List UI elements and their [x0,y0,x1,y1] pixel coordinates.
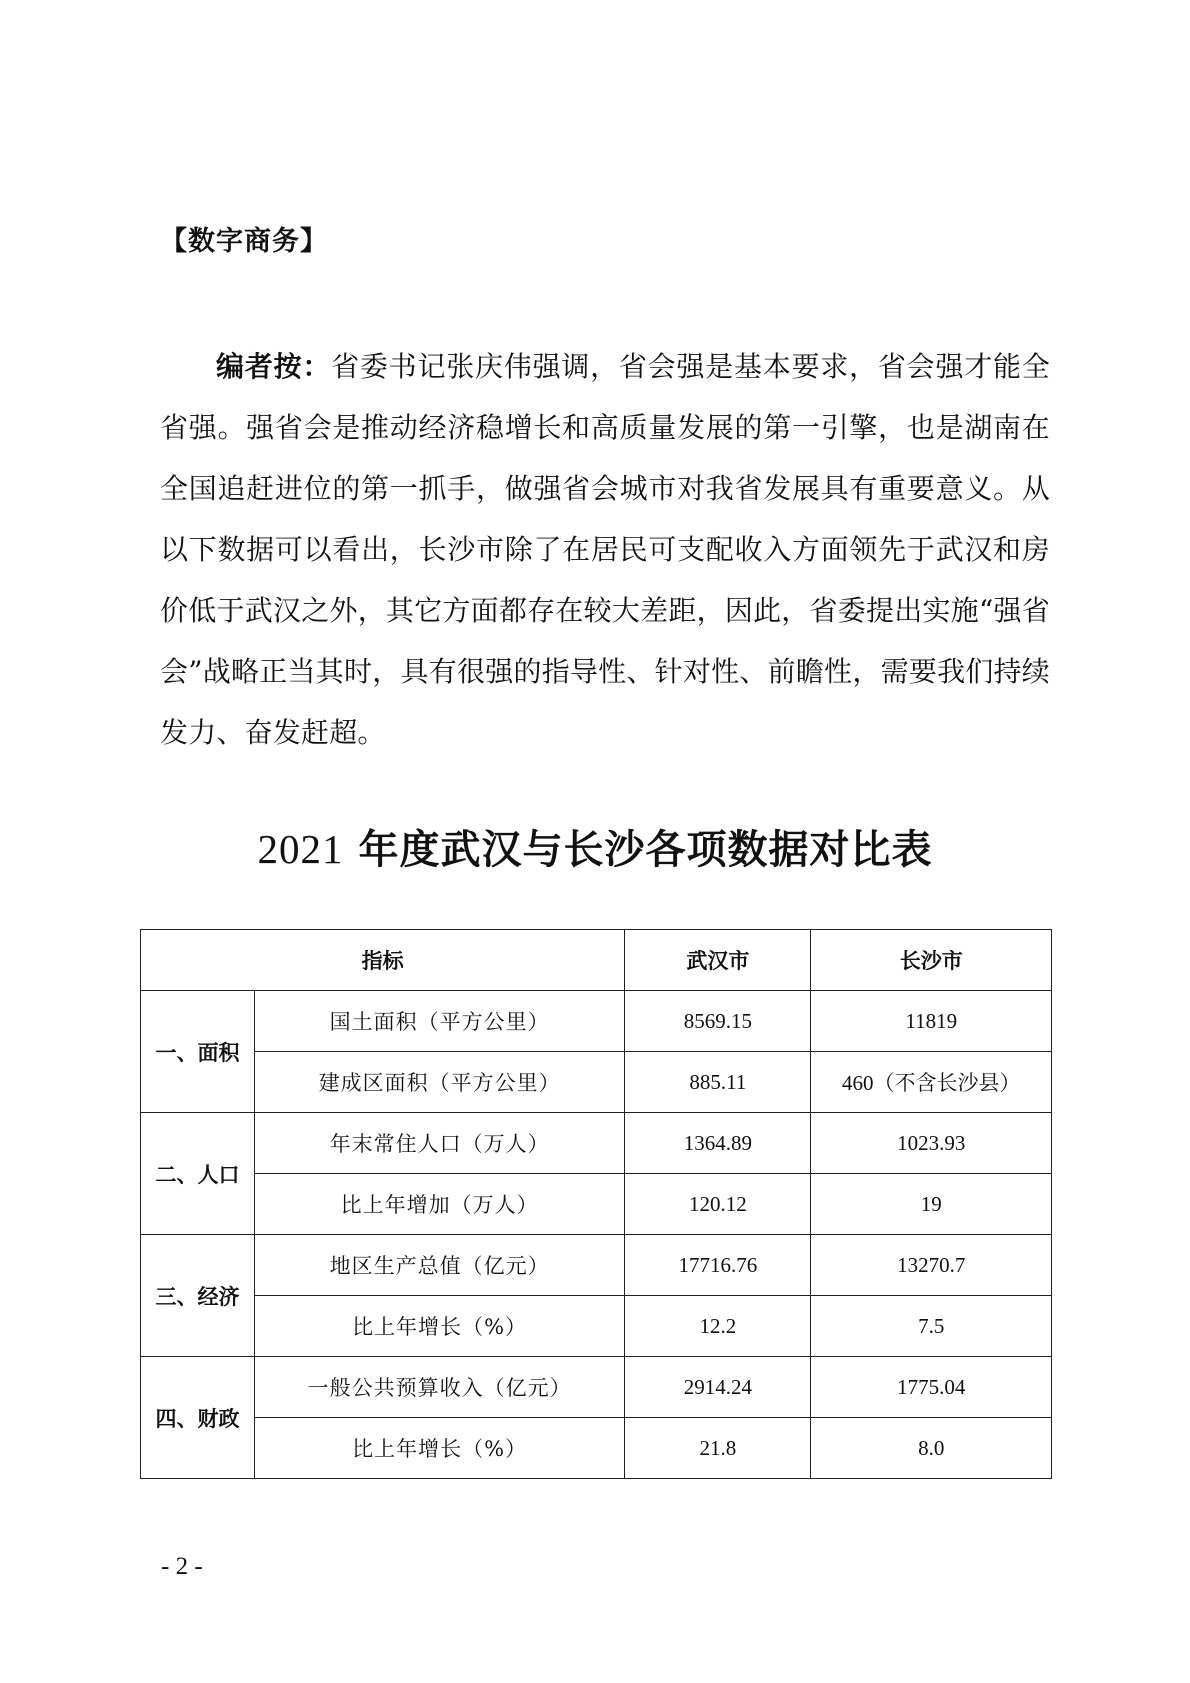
table-header-row [141,930,1052,991]
changsha-value: 8.0 [811,1418,1052,1479]
category-finance: 四、财政 [141,1357,255,1479]
table-row [141,1113,1052,1174]
table-row [141,1174,1052,1235]
header-indicator: 指标 [141,930,625,991]
table-title [0,818,1190,875]
indicator-cell: 一般公共预算收入（亿元） [255,1357,625,1418]
wuhan-value: 12.2 [625,1296,811,1357]
indicator-cell: 国土面积（平方公里） [255,991,625,1052]
table-title-text: 年度武汉与长沙各项数据对比表 [358,826,933,873]
indicator-cell: 建成区面积（平方公里） [255,1052,625,1113]
indicator-cell: 比上年增加（万人） [255,1174,625,1235]
indicator-cell: 比上年增长（%） [255,1296,625,1357]
header-wuhan: 武汉市 [625,930,811,991]
wuhan-value: 885.11 [625,1052,811,1113]
indicator-cell: 地区生产总值（亿元） [255,1235,625,1296]
changsha-value: 7.5 [811,1296,1052,1357]
editor-note-label: 编者按： [216,350,332,383]
table-row [141,1418,1052,1479]
category-area: 一、面积 [141,991,255,1113]
editor-note [160,336,1050,763]
changsha-value: 1023.93 [811,1113,1052,1174]
category-economy: 三、经济 [141,1235,255,1357]
table-row [141,1296,1052,1357]
table-row [141,1235,1052,1296]
table-title-year: 2021 [257,826,344,872]
comparison-table [140,929,1052,1479]
header-changsha: 长沙市 [811,930,1052,991]
page-number: - 2 - [161,1553,203,1580]
table-row [141,1357,1052,1418]
wuhan-value: 17716.76 [625,1235,811,1296]
wuhan-value: 2914.24 [625,1357,811,1418]
table-row [141,991,1052,1052]
wuhan-value: 8569.15 [625,991,811,1052]
section-tag: 【数字商务】 [160,226,328,257]
table-row [141,1052,1052,1113]
changsha-value: 1775.04 [811,1357,1052,1418]
wuhan-value: 120.12 [625,1174,811,1235]
category-population: 二、人口 [141,1113,255,1235]
editor-note-text: 省委书记张庆伟强调，省会强是基本要求，省会强才能全省强。强省会是推动经济稳增长和高质量发展的第一引擎，也是湖南在全国追赶进位的第一抓手，做强省会城市对我省发展具有重要意义。从以下数据可以看出，长沙市除了在居民可支配收入方面领先于武汉和房价低于武汉之外，其它方面都存在较大差距，因此，省委提出实施“强省会”战略正当其时，具有很强的指导性、针对性、前瞻性，需要我们持续发力、奋发赶超。 [160,350,1050,749]
changsha-value: 460（不含长沙县） [811,1052,1052,1113]
indicator-cell: 年末常住人口（万人） [255,1113,625,1174]
changsha-value: 19 [811,1174,1052,1235]
wuhan-value: 21.8 [625,1418,811,1479]
indicator-cell: 比上年增长（%） [255,1418,625,1479]
changsha-value: 13270.7 [811,1235,1052,1296]
changsha-value: 11819 [811,991,1052,1052]
wuhan-value: 1364.89 [625,1113,811,1174]
